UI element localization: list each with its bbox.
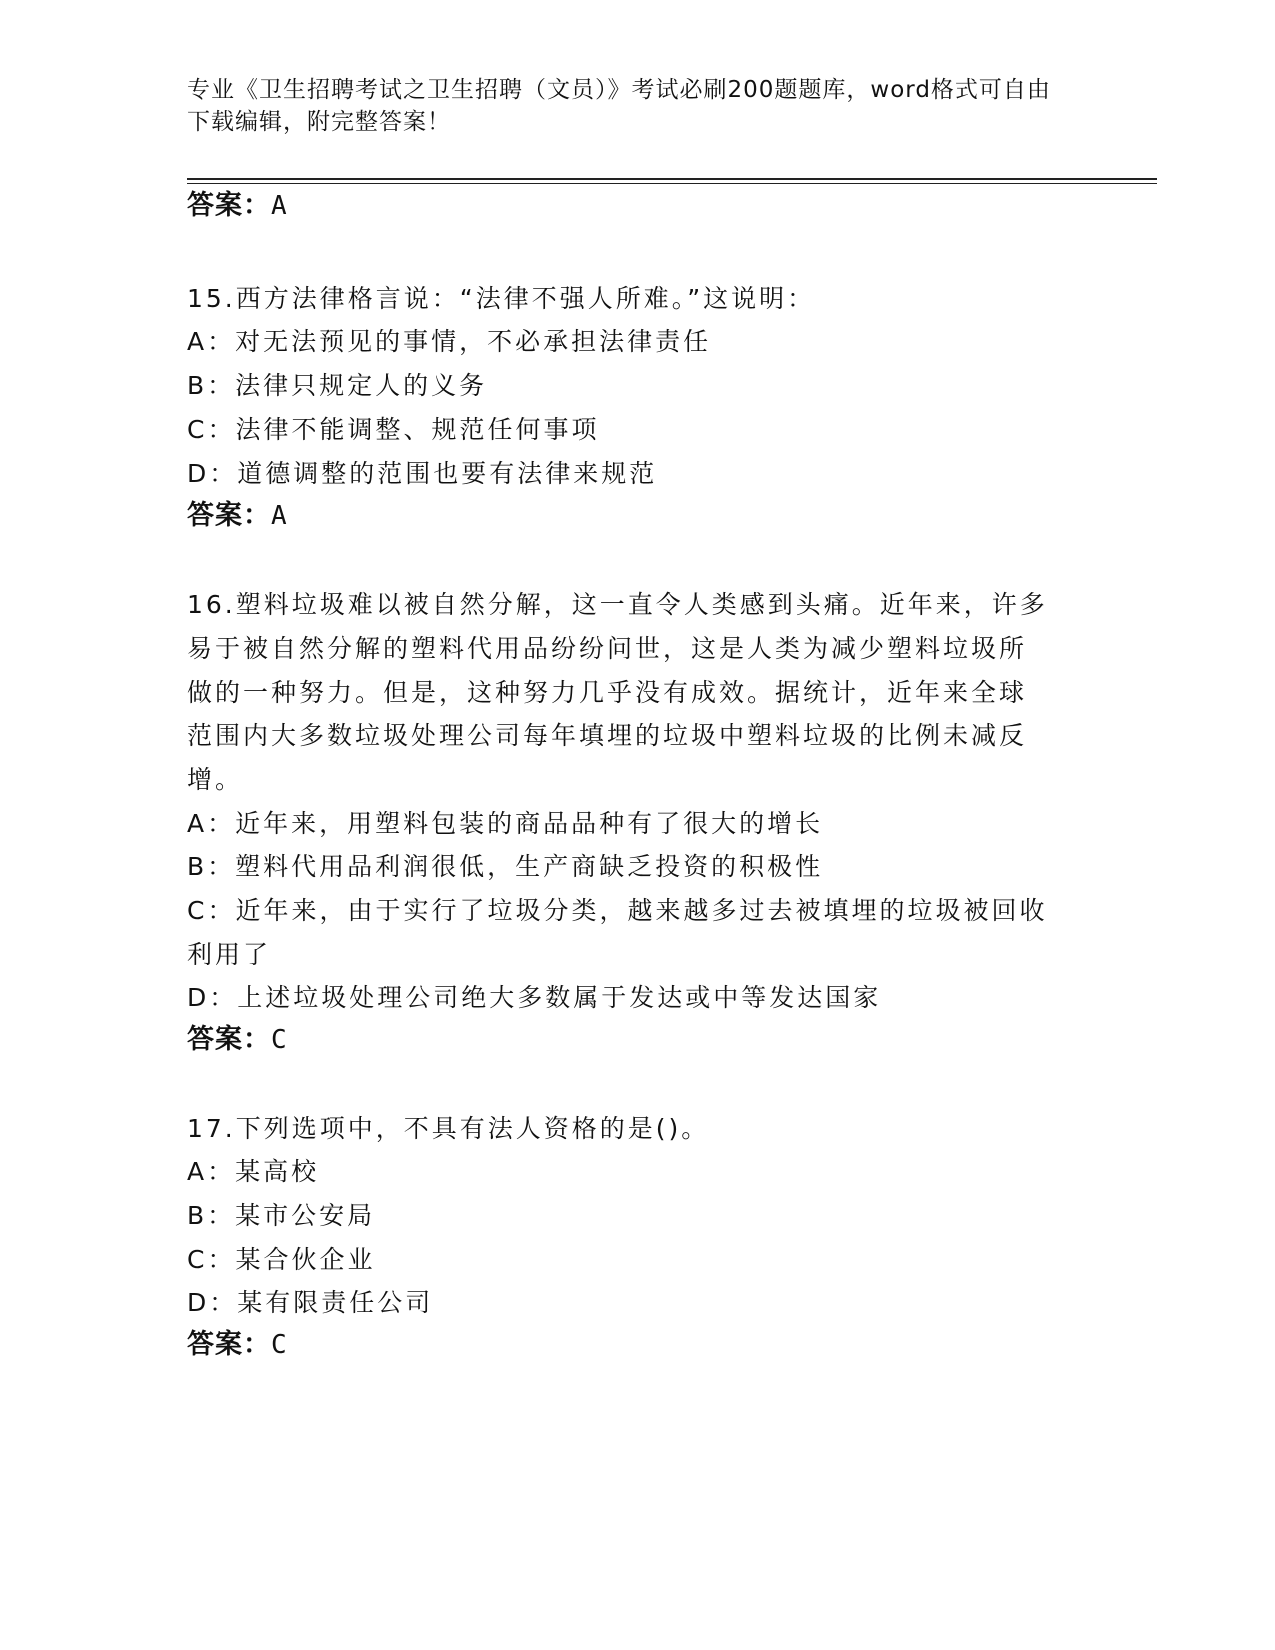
option-b: B：塑料代用品利润很低，生产商缺乏投资的积极性: [187, 852, 824, 881]
answer-value: C: [271, 1330, 288, 1360]
option-c: C：近年来，由于实行了垃圾分类，越来越多过去被填埋的垃圾被回收: [187, 896, 1048, 925]
answer-line: [187, 1024, 288, 1056]
answer-label: 答案：: [187, 1329, 271, 1360]
question-stem-line: 做的一种努力。但是，这种努力几乎没有成效。据统计，近年来全球: [187, 678, 1028, 707]
option-c-continued: 利用了: [187, 940, 272, 969]
option-b: B：某市公安局: [187, 1201, 376, 1230]
question-stem-line: 易于被自然分解的塑料代用品纷纷问世，这是人类为减少塑料垃圾所: [187, 634, 1028, 663]
question-stem-line: 17.下列选项中，不具有法人资格的是()。: [187, 1114, 710, 1143]
question-stem-line: 16.塑料垃圾难以被自然分解，这一直令人类感到头痛。近年来，许多: [187, 590, 1048, 619]
option-a: A：对无法预见的事情，不必承担法律责任: [187, 327, 712, 356]
header-rule-thin: [187, 183, 1157, 184]
answer-line: [187, 190, 288, 222]
option-c: C：法律不能调整、规范任何事项: [187, 415, 600, 444]
option-c: C：某合伙企业: [187, 1245, 376, 1274]
option-d: D：上述垃圾处理公司绝大多数属于发达或中等发达国家: [187, 983, 882, 1012]
question-stem-line: 增。: [187, 765, 244, 794]
answer-line: [187, 500, 288, 532]
option-b: B：法律只规定人的义务: [187, 371, 488, 400]
question-stem-line: 15.西方法律格言说：“法律不强人所难。”这说明：: [187, 284, 816, 313]
answer-value: A: [271, 501, 288, 531]
answer-label: 答案：: [187, 190, 271, 221]
option-a: A：某高校: [187, 1157, 320, 1186]
answer-value: C: [271, 1025, 288, 1055]
document-header: 专业《卫生招聘考试之卫生招聘（文员）》考试必刷200题题库，word格式可自由下载编辑，附完整答案！: [187, 77, 1051, 135]
option-d: D：道德调整的范围也要有法律来规范: [187, 459, 658, 488]
answer-line: [187, 1329, 288, 1361]
option-d: D：某有限责任公司: [187, 1288, 434, 1317]
answer-label: 答案：: [187, 500, 271, 531]
option-a: A：近年来，用塑料包装的商品品种有了很大的增长: [187, 809, 824, 838]
question-stem-line: 范围内大多数垃圾处理公司每年填埋的垃圾中塑料垃圾的比例未减反: [187, 721, 1028, 750]
answer-value: A: [271, 191, 288, 221]
answer-label: 答案：: [187, 1024, 271, 1055]
header-rule: [187, 178, 1157, 180]
